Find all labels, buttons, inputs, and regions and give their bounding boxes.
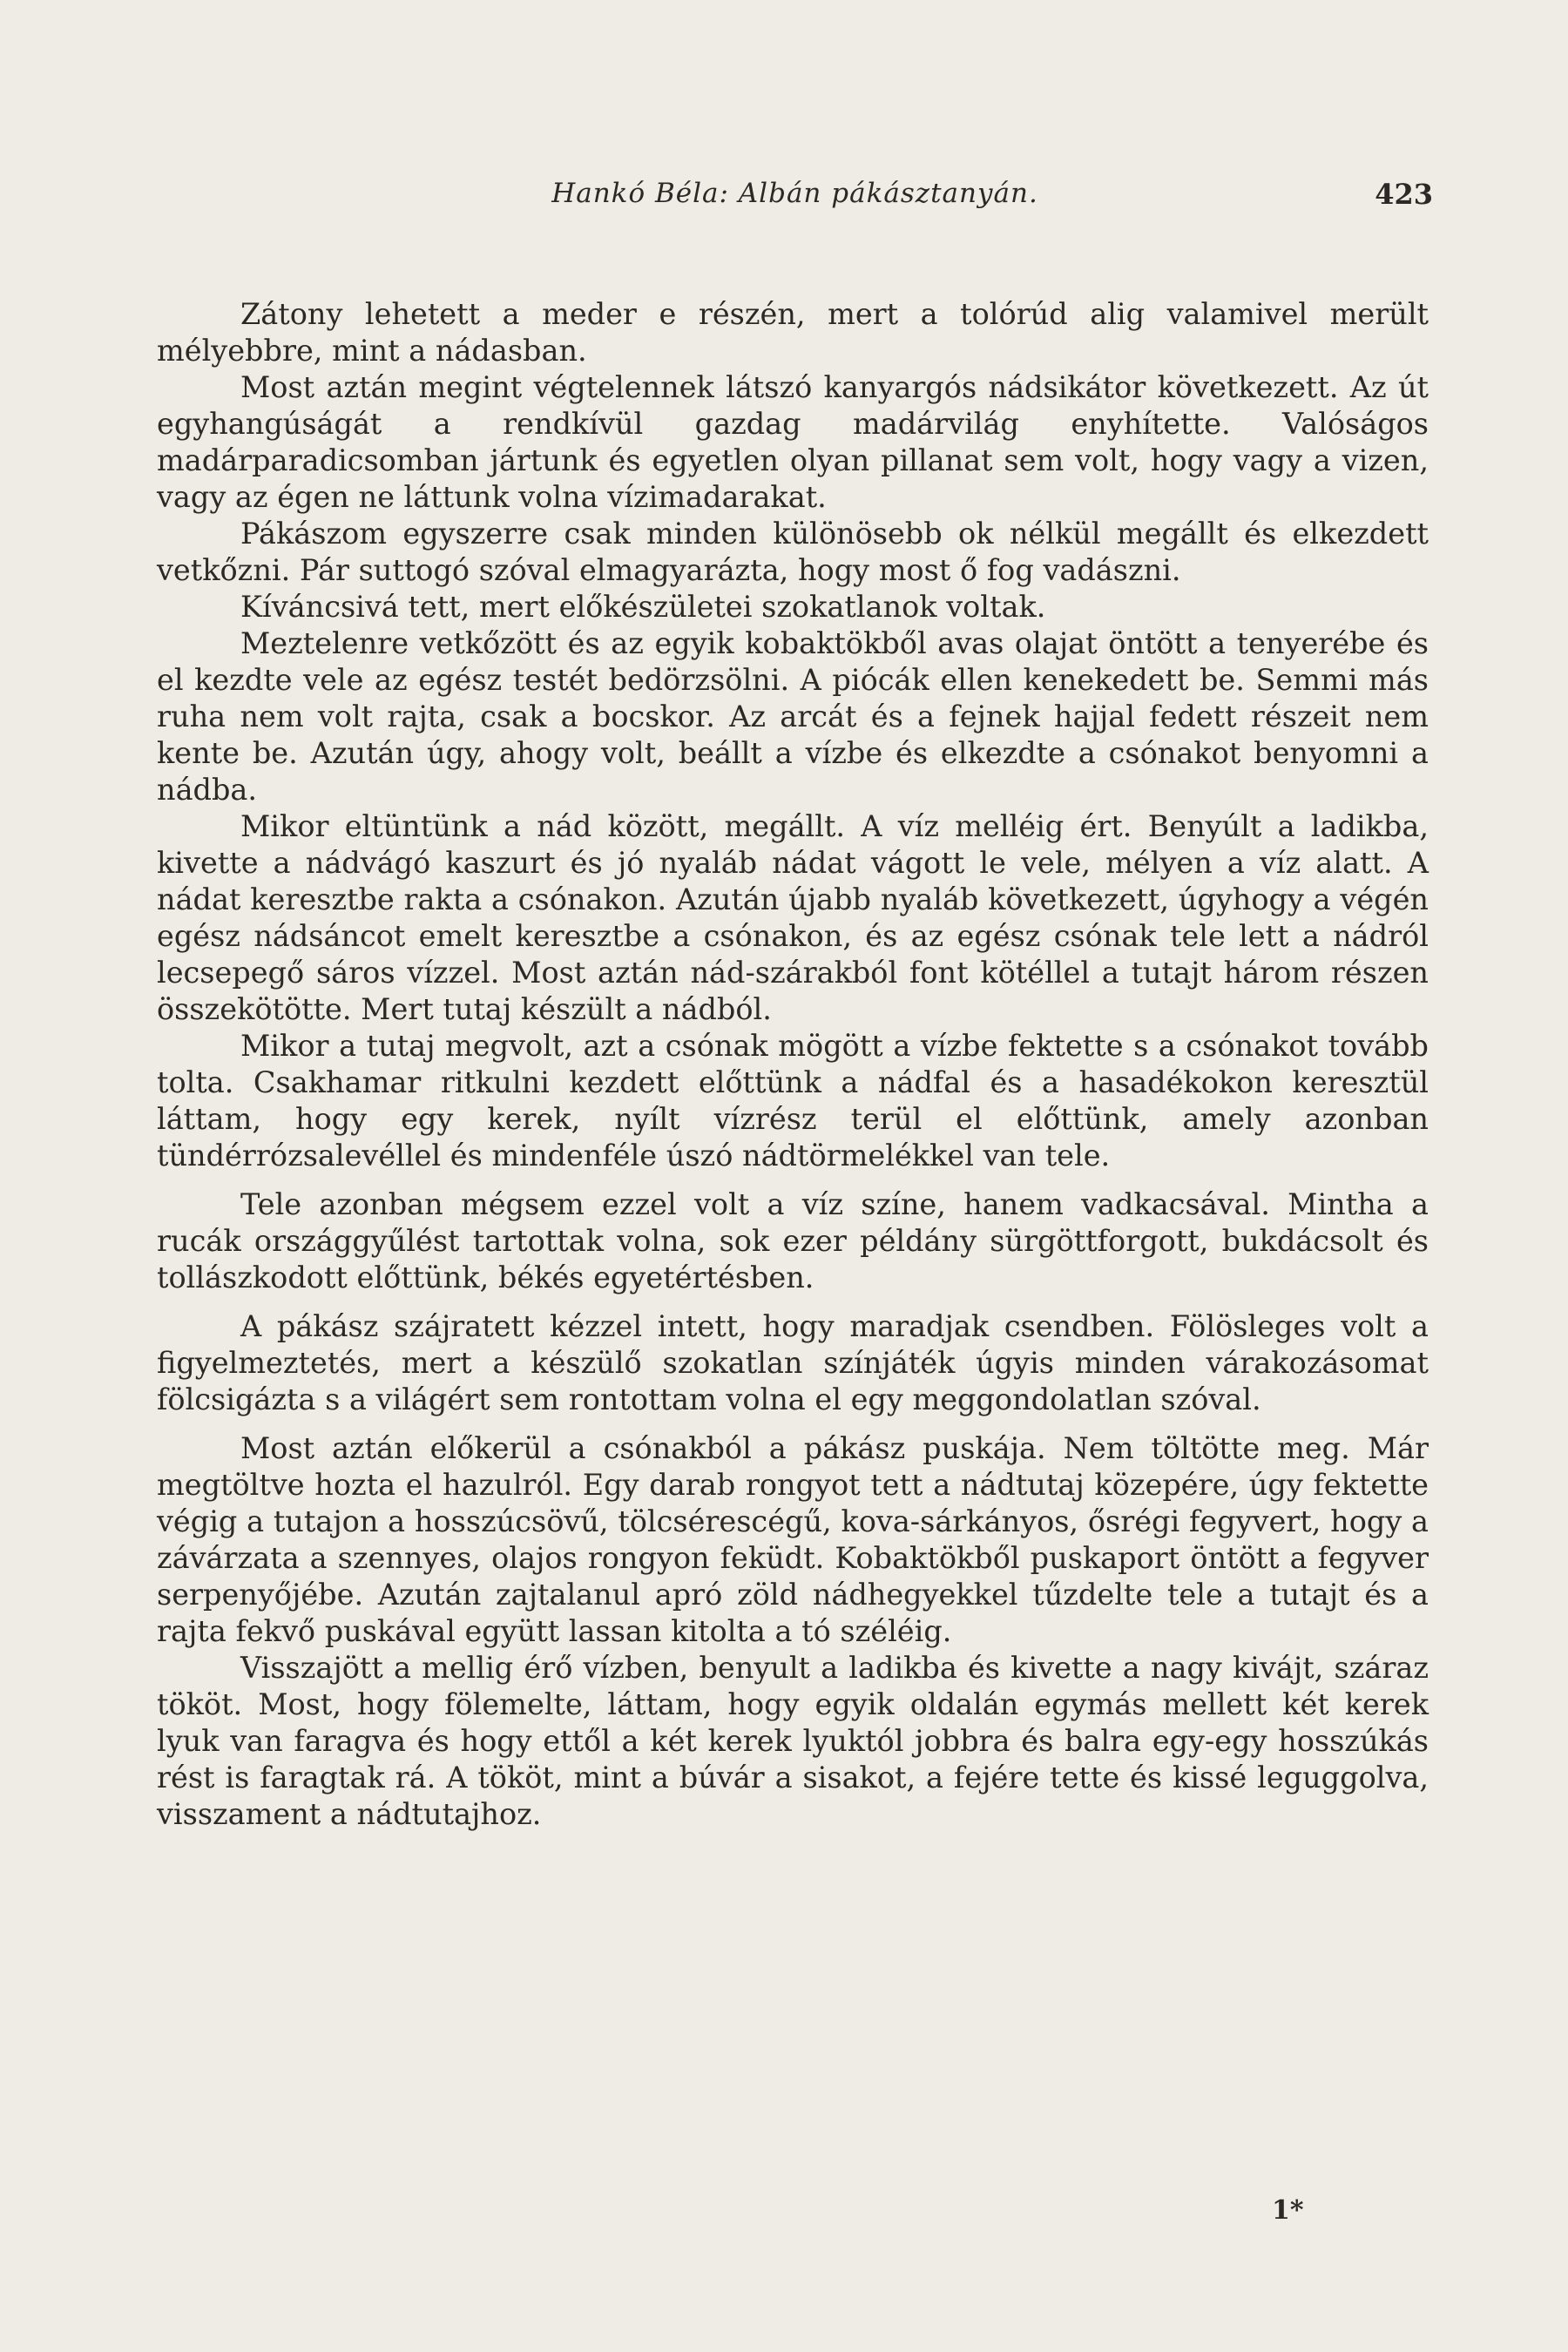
- page-number: 423: [1375, 178, 1433, 211]
- paragraph: Zátony lehetett a meder e részén, mert a tolórúd alig valamivel merült mélyebbre, mint a nádasban.: [157, 297, 1429, 368]
- paragraph: Mikor a tutaj megvolt, azt a csónak mögött a vízbe fektette s a csónakot tovább tolta. Csakhamar ritkulni kezdett előttünk a nádfal és a hasadékokon keresztül láttam, hogy egy kerek, nyílt vízrész terül el előttünk, amely azonban tündérrózsalevéllel és mindenféle úszó nádtörmelékkel van tele.: [157, 1029, 1429, 1173]
- paragraph: Kíváncsivá tett, mert előkészületei szokatlanok voltak.: [240, 590, 1046, 624]
- paragraph: Visszajött a mellig érő vízben, benyult a ladikba és kivette a nagy kivájt, száraz tököt. Most, hogy fölemelte, láttam, hogy egyik oldalán egymás mellett két kerek lyuk van faragva és hogy ettől a két kerek lyuktól jobbra és balra egy-egy hosszúkás rést is faragtak rá. A tököt, mint a búvár a sisakot, a fejére tette és kissé leguggolva, visszament a nádtutajhoz.: [157, 1651, 1429, 1831]
- body-text: [157, 296, 1429, 1833]
- paragraph: Mikor eltüntünk a nád között, megállt. A víz melléig ért. Benyúlt a ladikba, kivette a nádvágó kaszurt és jó nyaláb nádat vágott le vele, mélyen a víz alatt. A nádat keresztbe rakta a csónakon. Azután újabb nyaláb következett, úgyhogy a végén egész nádsáncot emelt keresztbe a csónakon, és az egész csónak tele lett a nádról lecsepegő sáros vízzel. Most aztán nád-szárakból font kötéllel a tutajt három részen összekötötte. Mert tutaj készült a nádból.: [157, 809, 1429, 1026]
- paragraph: Pákászom egyszerre csak minden különösebb ok nélkül megállt és elkezdett vetkőzni. Pár suttogó szóval elmagyarázta, hogy most ő fog vadászni.: [157, 517, 1429, 587]
- paragraph: Meztelenre vetkőzött és az egyik kobaktökből avas olajat öntött a tenyerébe és el kezdte vele az egész testét bedörzsölni. A piócák ellen kenekedett be. Semmi más ruha nem volt rajta, csak a bocskor. Az arcát és a fejnek hajjal fedett részeit nem kente be. Azután úgy, ahogy volt, beállt a vízbe és elkezdte a csónakot benyomni a nádba.: [157, 626, 1429, 807]
- running-head: Hankó Béla: Albán pákásztanyán.: [551, 178, 1038, 209]
- signature-mark: 1*: [1272, 2195, 1304, 2226]
- paragraph: Most aztán előkerül a csónakból a pákász puskája. Nem töltötte meg. Már megtöltve hozta el hazulról. Egy darab rongyot tett a nádtutaj közepére, úgy fektette végig a tutajon a hosszúcsövű, tölcsérescégű, kova-sárkányos, ősrégi fegyvert, hogy a závárzata a szennyes, olajos rongyon feküdt. Kobaktökből puskaport öntött a fegyver serpenyőjébe. Azután zajtalanul apró zöld nádhegyekkel tűzdelte tele a tutajt és a rajta fekvő puskával együtt lassan kitolta a tó széléig.: [157, 1431, 1429, 1648]
- paragraph: Tele azonban mégsem ezzel volt a víz színe, hanem vadkacsával. Mintha a rucák országgyűlést tartottak volna, sok ezer példány sürgöttforgott, bukdácsolt és tollászkodott előttünk, békés egyetértésben.: [157, 1187, 1429, 1294]
- paragraph: Most aztán megint végtelennek látszó kanyargós nádsikátor következett. Az út egyhangúságát a rendkívül gazdag madárvilág enyhítette. Valóságos madárparadicsomban jártunk és egyetlen olyan pillanat sem volt, hogy vagy a vizen, vagy az égen ne láttunk volna vízimadarakat.: [157, 370, 1429, 514]
- paragraph: A pákász szájratett kézzel intett, hogy maradjak csendben. Fölösleges volt a figyelmeztetés, mert a készülő szokatlan színjáték úgyis minden várakozásomat fölcsigázta s a világért sem rontottam volna el egy meggondolatlan szóval.: [157, 1309, 1429, 1416]
- page-header: [157, 171, 1433, 223]
